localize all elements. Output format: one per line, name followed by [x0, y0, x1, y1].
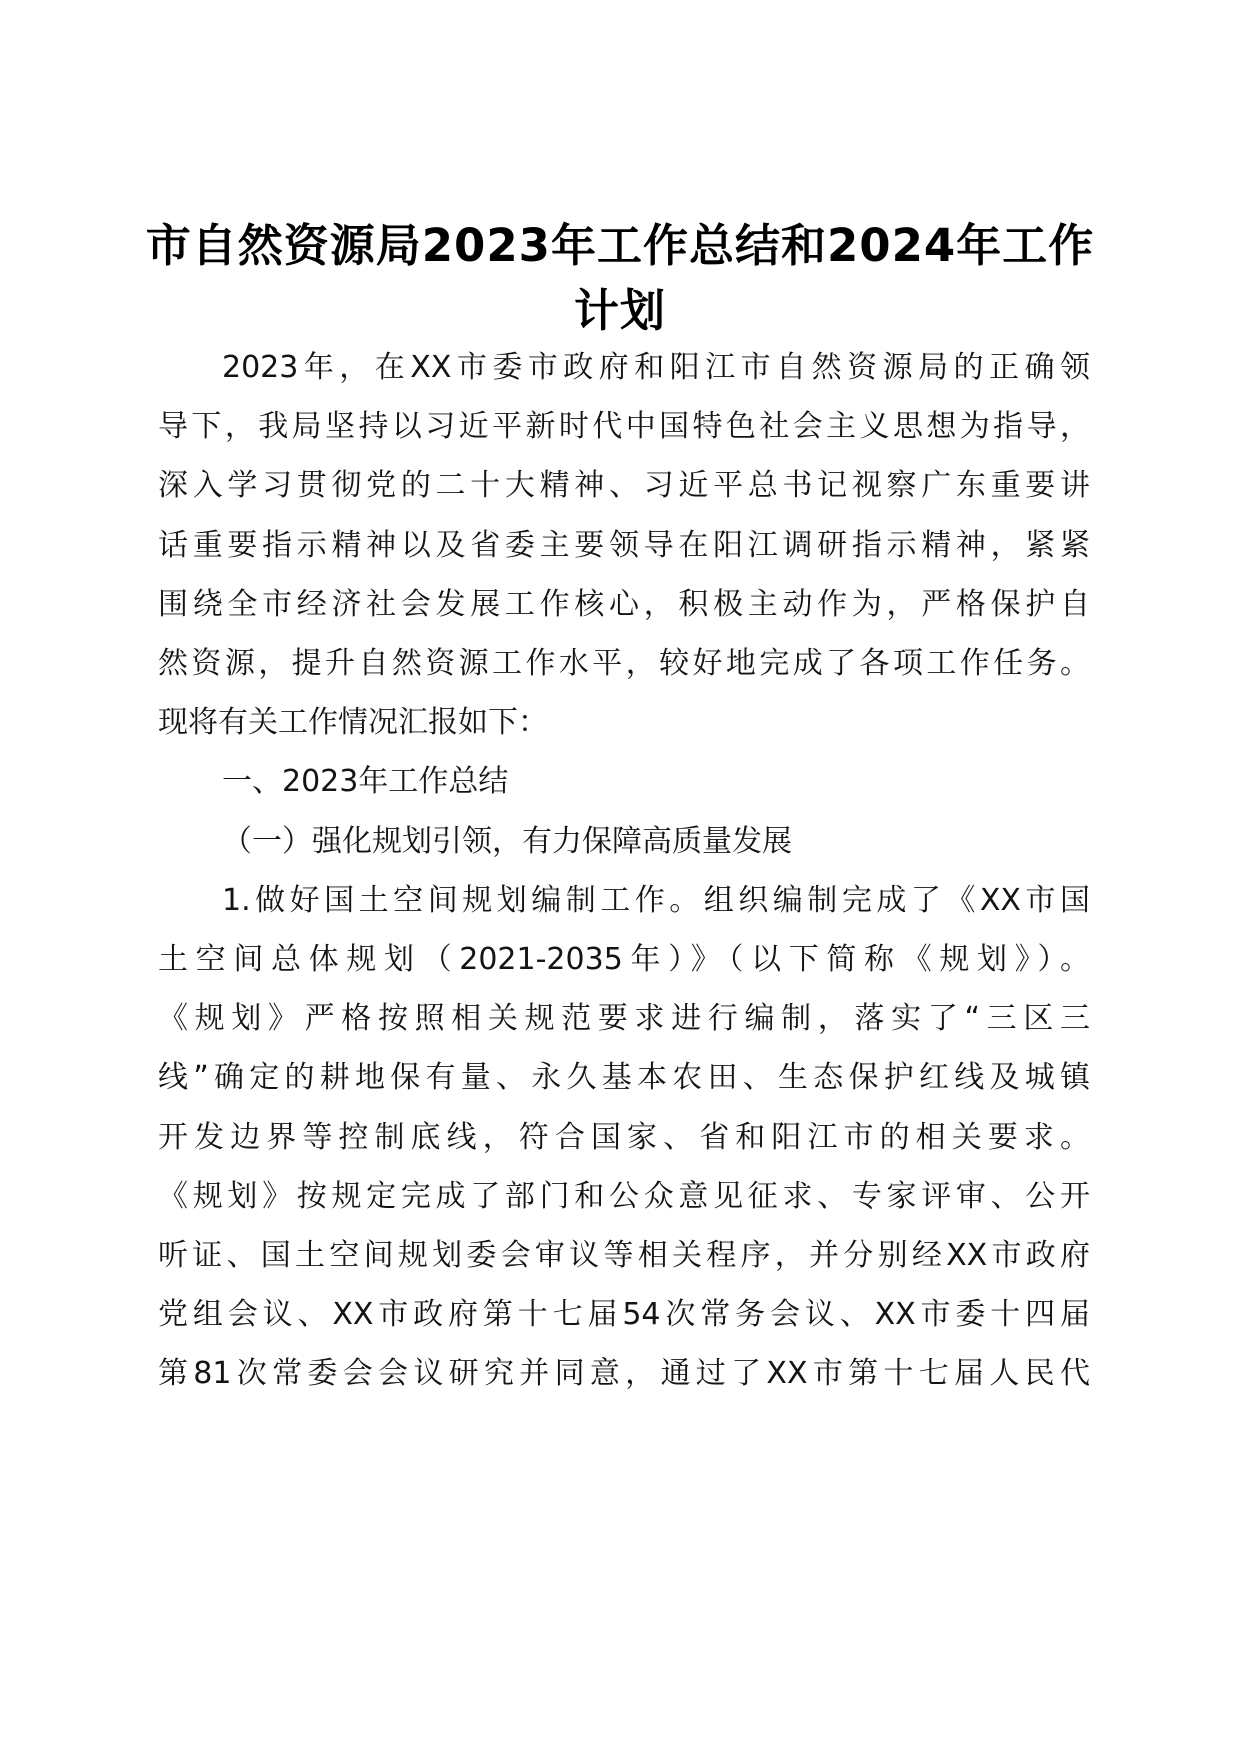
body-text-line: 1.做好国土空间规划编制工作。组织编制完成了《XX市国 [222, 883, 1090, 918]
body-text-line: 围绕全市经济社会发展工作核心，积极主动作为，严格保护自 [158, 587, 1090, 622]
body-text-line: 现将有关工作情况汇报如下： [158, 705, 548, 740]
body-text-line: 《规划》按规定完成了部门和公众意见征求、专家评审、公开 [158, 1179, 1090, 1214]
body-text-line: 《规划》严格按照相关规范要求进行编制，落实了“三区三 [158, 1001, 1090, 1036]
body-text-line: 深入学习贯彻党的二十大精神、习近平总书记视察广东重要讲 [158, 468, 1090, 503]
body-text-line: 一、2023年工作总结 [222, 764, 509, 799]
body-text-line: 线”确定的耕地保有量、永久基本农田、生态保护红线及城镇 [158, 1060, 1090, 1095]
body-text-line: 导下，我局坚持以习近平新时代中国特色社会主义思想为指导， [158, 409, 1090, 444]
body-text-line: 土空间总体规划（2021-2035年）》（以下简称《规划》）。 [158, 942, 1090, 977]
document-title-line-2: 计划 [573, 284, 666, 337]
body-text-line: 然资源，提升自然资源工作水平，较好地完成了各项工作任务。 [158, 646, 1090, 681]
body-text-line: 第81次常委会会议研究并同意，通过了XX市第十七届人民代 [158, 1356, 1090, 1391]
body-text-line: 党组会议、XX市政府第十七届54次常务会议、XX市委十四届 [158, 1297, 1090, 1332]
body-text-line: 2023年，在XX市委市政府和阳江市自然资源局的正确领 [222, 350, 1090, 385]
body-text-line: （一）强化规划引领，有力保障高质量发展 [222, 824, 792, 859]
body-text-line: 听证、国土空间规划委会审议等相关程序，并分别经XX市政府 [158, 1238, 1090, 1273]
document-title-line-1: 市自然资源局2023年工作总结和2024年工作 [145, 219, 1095, 272]
body-text-line: 开发边界等控制底线，符合国家、省和阳江市的相关要求。 [158, 1120, 1090, 1155]
body-text-line: 话重要指示精神以及省委主要领导在阳江调研指示精神，紧紧 [158, 528, 1090, 563]
